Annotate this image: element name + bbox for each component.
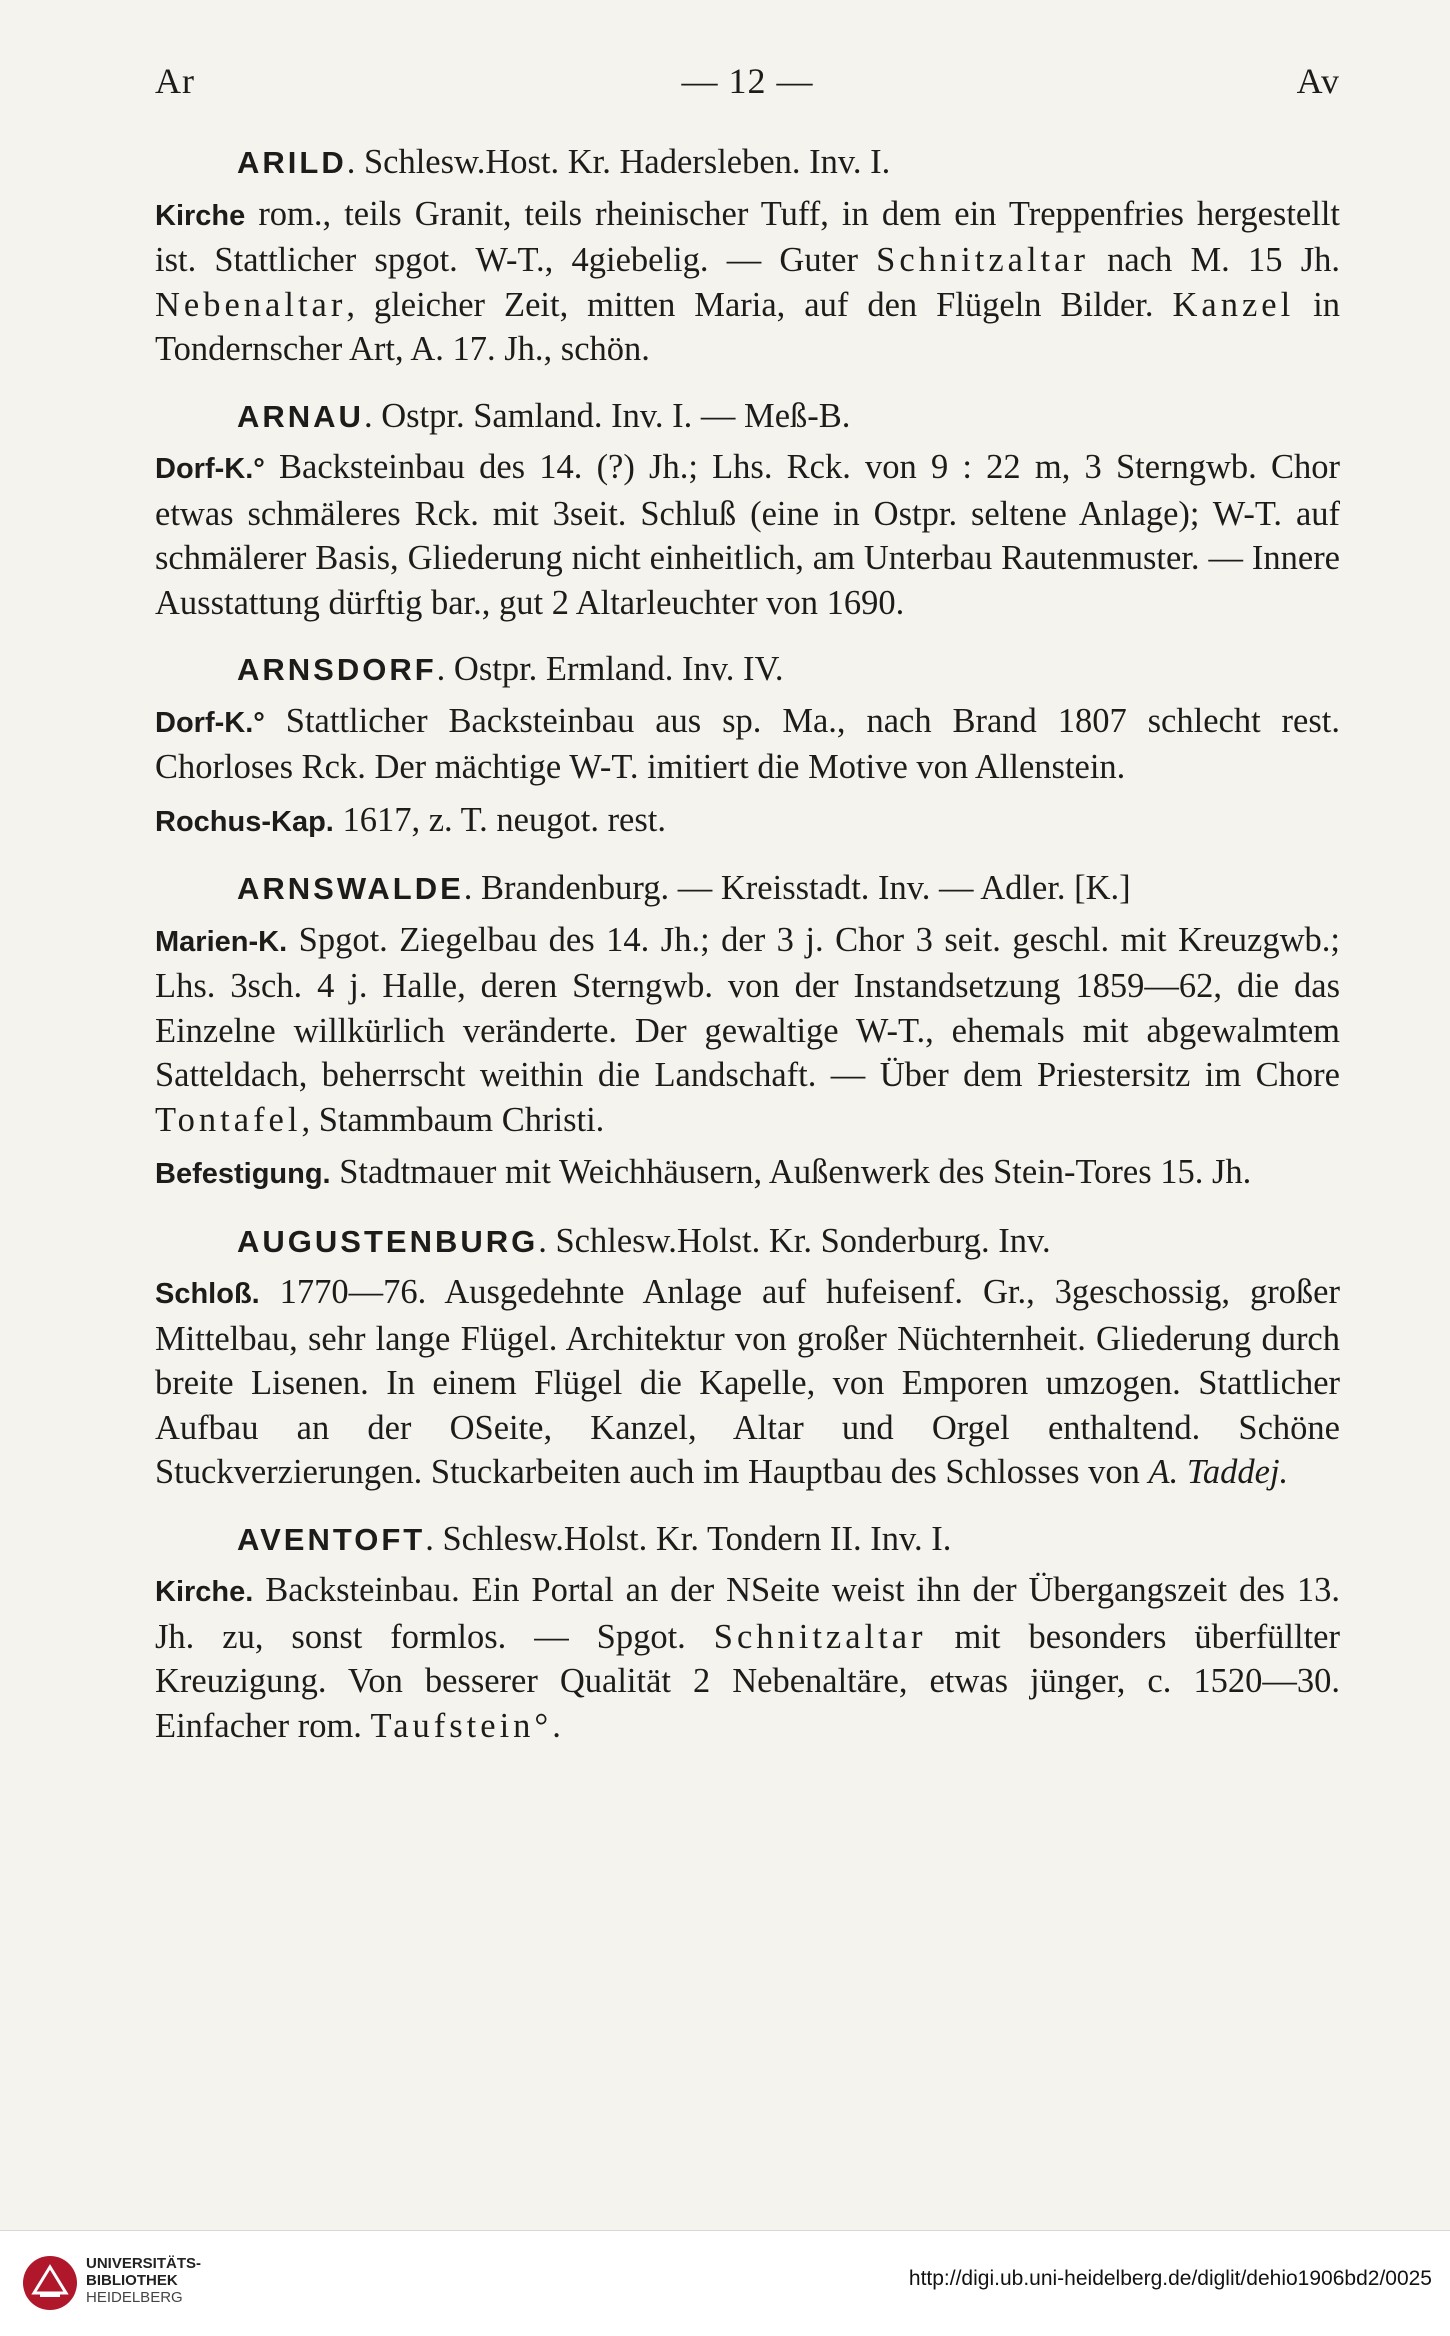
paragraph-text: A. Taddej.: [1148, 1453, 1289, 1491]
running-head-right: Av: [1296, 61, 1340, 101]
building-keyword: Kirche: [155, 199, 246, 232]
paragraph-text: mit besonders überfüllter Kreuzigung. Von besserer Qualität 2 Nebenaltäre, etwas jünger, c. 1520—30. Einfacher rom.: [155, 1617, 1340, 1745]
page-number: — 12 —: [681, 61, 814, 101]
entry-paragraph: [155, 1568, 1340, 1748]
entry-paragraph: [155, 918, 1340, 1143]
paragraph-text: Schnitzaltar: [876, 241, 1089, 279]
building-keyword: Dorf-K.°: [155, 453, 265, 485]
library-name-line1: UNIVERSITÄTS-: [86, 2255, 202, 2272]
paragraph-text: in Tondernscher Art, A. 17. Jh., schön.: [155, 285, 1340, 368]
paragraph-text: Spgot. Ziegelbau des 14. Jh.; der 3 j. Chor 3 seit. geschl. mit Kreuzgwb.; Lhs. 3sch. 4 j. Halle, deren Sterngwb. von der Instandsetzung 1859—62, die das Einzelne willkürlich veränderte. Der gewaltige W-T., ehemals mit abgewalmtem Satteldach, beherrscht weithin die Landschaft. — Über dem Priestersitz im Chore: [155, 920, 1340, 1094]
paragraph-text: .: [552, 1706, 561, 1745]
paragraph-text: , gleicher Zeit, mitten Maria, auf den Flügeln Bilder.: [346, 285, 1173, 324]
paragraph-text: Kanzel: [1172, 285, 1295, 324]
paragraph-text: Taufstein°: [370, 1706, 553, 1745]
running-head-left: Ar: [155, 61, 195, 101]
place-region: Schlesw.Holst. Kr. Tondern II. Inv. I.: [442, 1519, 952, 1558]
building-keyword: Marien-K.: [155, 925, 288, 958]
paragraph-text: nach M. 15 Jh.: [1088, 241, 1340, 279]
building-keyword: Rochus-Kap.: [155, 805, 334, 838]
running-head: [155, 60, 1340, 110]
entry-heading: AUGUSTENBURG. Schlesw.Holst. Kr. Sonderburg. Inv.: [237, 1221, 1051, 1260]
paragraph-text: , Stammbaum Christi.: [301, 1100, 605, 1139]
place-region: Ostpr. Samland. Inv. I. — Meß-B.: [381, 396, 851, 435]
library-name: [86, 2255, 201, 2306]
place-region: Schlesw.Holst. Kr. Sonderburg. Inv.: [555, 1221, 1051, 1260]
paragraph-text: rom., teils Granit, teils rheinischer Tuff, in dem ein Treppenfries hergestellt ist. Stattlicher spgot. W-T., 4giebelig. — Guter: [155, 194, 1340, 279]
place-name: ARNSWALDE: [237, 871, 464, 906]
place-region: Brandenburg. — Kreisstadt. Inv. — Adler. [K.]: [481, 869, 1131, 907]
paragraph-text: 1770—76. Ausgedehnte Anlage auf hufeisenf. Gr., 3geschossig, großer Mittelbau, sehr lange Flügel. Architektur von großer Nüchternheit. Gliederung durch breite Lisenen. In einem Flügel die Kapelle, von Emporen umzogen. Stattlicher Aufbau an der OSeite, Kanzel, Altar und Orgel enthaltend. Schöne Stuckverzierungen. Stuckarbeiten auch im Hauptbau des Schlosses von: [155, 1273, 1340, 1491]
place-region: Ostpr. Ermland. Inv. IV.: [453, 650, 784, 688]
entry-paragraph: [155, 192, 1340, 372]
entry-heading: ARILD. Schlesw.Host. Kr. Hadersleben. Inv. I.: [237, 143, 891, 181]
paragraph-text: Backsteinbau des 14. (?) Jh.; Lhs. Rck. von 9 : 22 m, 3 Sterngwb. Chor etwas schmäleres Rck. mit 3seit. Schluß (eine in Ostpr. seltene Anlage); W-T. auf schmälerer Basis, Gliederung nicht einheitlich, am Unterbau Rautenmuster. — Innere Ausstattung dürftig bar., gut 2 Altarleuchter von 1690.: [155, 448, 1340, 622]
place-name: ARILD: [237, 145, 347, 180]
library-logo-icon: [20, 2253, 80, 2313]
building-keyword: Dorf-K.°: [155, 706, 265, 739]
paragraph-text: Backsteinbau. Ein Portal an der NSeite weist ihn der Übergangszeit des 13. Jh. zu, sonst formlos. — Spgot.: [155, 1571, 1340, 1656]
entry-heading: ARNSDORF. Ostpr. Ermland. Inv. IV.: [237, 650, 784, 688]
paragraph-text: Tontafel: [155, 1100, 302, 1139]
entry-paragraph: [155, 1150, 1340, 1197]
paragraph-text: Nebenaltar: [155, 285, 347, 324]
place-name: ARNAU: [237, 398, 364, 434]
place-name: AVENTOFT: [237, 1521, 426, 1557]
entry-heading: ARNSWALDE. Brandenburg. — Kreisstadt. Inv. — Adler. [K.]: [237, 869, 1131, 907]
building-keyword: Schloß.: [155, 1278, 260, 1310]
library-name-line2: BIBLIOTHEK: [86, 2272, 178, 2289]
place-name: AUGUSTENBURG: [237, 1223, 539, 1259]
place-name: ARNSDORF: [237, 652, 437, 687]
building-keyword: Befestigung.: [155, 1158, 331, 1190]
entry-paragraph: [155, 699, 1340, 790]
entry-heading: AVENTOFT. Schlesw.Holst. Kr. Tondern II. Inv. I.: [237, 1519, 952, 1558]
place-region: Schlesw.Host. Kr. Hadersleben. Inv. I.: [363, 143, 891, 181]
paragraph-text: Stadtmauer mit Weichhäusern, Außenwerk des Stein-Tores 15. Jh.: [330, 1153, 1252, 1191]
paragraph-text: Schnitzaltar: [713, 1617, 927, 1656]
entry-paragraph: [155, 445, 1340, 625]
entry-paragraph: [155, 798, 1340, 845]
entry-paragraph: [155, 1270, 1340, 1495]
footer-bar: [0, 2230, 1450, 2336]
entry-heading: ARNAU. Ostpr. Samland. Inv. I. — Meß-B.: [237, 396, 851, 435]
paragraph-text: Stattlicher Backsteinbau aus sp. Ma., nach Brand 1807 schlecht rest. Chorloses Rck. Der mächtige W-T. imitiert die Motive von Allenstein.: [155, 701, 1340, 786]
building-keyword: Kirche.: [155, 1576, 254, 1608]
library-name-line3: HEIDELBERG: [86, 2289, 183, 2306]
source-url-link[interactable]: http://digi.ub.uni-heidelberg.de/diglit/dehio1906bd2/0025: [908, 2267, 1432, 2290]
paragraph-text: 1617, z. T. neugot. rest.: [333, 800, 667, 839]
entry-list: [155, 140, 1340, 1770]
